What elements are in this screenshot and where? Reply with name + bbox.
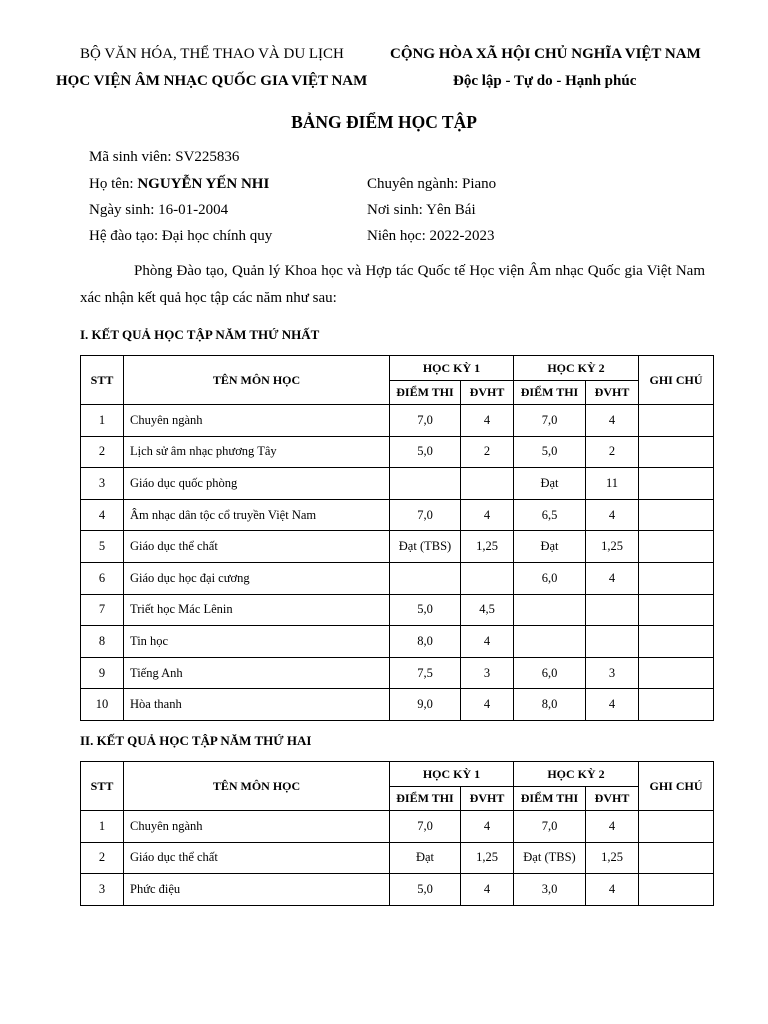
cell-subject-name: Triết học Mác Lênin bbox=[124, 594, 390, 626]
cell-note bbox=[639, 874, 714, 906]
cell-sem2-credits: 3 bbox=[586, 657, 639, 689]
cell-sem2-score: Đạt (TBS) bbox=[514, 842, 586, 874]
cell-sem2-score: 7,0 bbox=[514, 811, 586, 843]
cell-sem1-credits: 2 bbox=[461, 436, 514, 468]
table-row bbox=[81, 657, 714, 689]
table-row bbox=[81, 499, 714, 531]
cell-subject-name: Giáo dục quốc phòng bbox=[124, 468, 390, 500]
cell-sem1-credits: 4 bbox=[461, 626, 514, 658]
cell-sem1-credits: 3 bbox=[461, 657, 514, 689]
cell-sem2-credits: 4 bbox=[586, 405, 639, 437]
national-motto: Độc lập - Tự do - Hạnh phúc bbox=[453, 73, 637, 89]
student-year-value: 2022-2023 bbox=[429, 228, 495, 244]
cell-sem1-credits: 4 bbox=[461, 874, 514, 906]
cell-subject-name: Hòa thanh bbox=[124, 689, 390, 721]
cell-sem1-credits: 1,25 bbox=[461, 842, 514, 874]
cell-stt: 5 bbox=[81, 531, 124, 563]
cell-note bbox=[639, 405, 714, 437]
cell-subject-name: Chuyên ngành bbox=[124, 405, 390, 437]
cell-sem1-credits: 1,25 bbox=[461, 531, 514, 563]
cell-note bbox=[639, 689, 714, 721]
column-header-sem2-score: ĐIỂM THI bbox=[514, 381, 586, 405]
table-row bbox=[81, 594, 714, 626]
table-row bbox=[81, 811, 714, 843]
cell-sem2-credits: 11 bbox=[586, 468, 639, 500]
cell-subject-name: Giáo dục học đại cương bbox=[124, 562, 390, 594]
student-birthplace-line bbox=[367, 202, 476, 219]
cell-note bbox=[639, 468, 714, 500]
cell-sem1-credits: 4 bbox=[461, 499, 514, 531]
cell-sem2-credits: 2 bbox=[586, 436, 639, 468]
student-birthplace-label: Nơi sinh: bbox=[367, 202, 427, 218]
column-header-sem1-score: ĐIỂM THI bbox=[390, 787, 461, 811]
student-major-line bbox=[367, 176, 496, 193]
cell-stt: 4 bbox=[81, 499, 124, 531]
column-header-sem2-credits: ĐVHT bbox=[586, 381, 639, 405]
student-year-label: Niên học: bbox=[367, 228, 430, 244]
cell-sem2-score: 6,0 bbox=[514, 657, 586, 689]
column-header-semester2: HỌC KỲ 2 bbox=[514, 356, 639, 381]
cell-sem1-credits: 4,5 bbox=[461, 594, 514, 626]
cell-sem2-credits: 4 bbox=[586, 499, 639, 531]
cell-sem2-credits: 4 bbox=[586, 689, 639, 721]
cell-sem2-score: 7,0 bbox=[514, 405, 586, 437]
cell-sem2-credits: 4 bbox=[586, 562, 639, 594]
student-major-label: Chuyên ngành: bbox=[367, 176, 462, 192]
cell-note bbox=[639, 562, 714, 594]
column-header-subject: TÊN MÔN HỌC bbox=[124, 356, 390, 405]
cell-stt: 9 bbox=[81, 657, 124, 689]
cell-sem2-credits: 1,25 bbox=[586, 531, 639, 563]
student-name-line bbox=[89, 176, 269, 193]
cell-sem1-score: 7,5 bbox=[390, 657, 461, 689]
cell-note bbox=[639, 594, 714, 626]
cell-sem2-score: Đạt bbox=[514, 468, 586, 500]
table-row bbox=[81, 531, 714, 563]
cell-stt: 7 bbox=[81, 594, 124, 626]
cell-sem2-score bbox=[514, 594, 586, 626]
cell-sem2-score: 6,0 bbox=[514, 562, 586, 594]
cell-sem1-credits bbox=[461, 468, 514, 500]
table-row bbox=[81, 689, 714, 721]
table-row bbox=[81, 468, 714, 500]
cell-sem2-score: 6,5 bbox=[514, 499, 586, 531]
cell-subject-name: Giáo dục thể chất bbox=[124, 531, 390, 563]
institute-name: HỌC VIỆN ÂM NHẠC QUỐC GIA VIỆT NAM bbox=[56, 73, 368, 89]
cell-sem2-credits: 4 bbox=[586, 874, 639, 906]
cell-subject-name: Lịch sử âm nhạc phương Tây bbox=[124, 436, 390, 468]
cell-stt: 1 bbox=[81, 405, 124, 437]
cell-stt: 3 bbox=[81, 468, 124, 500]
cell-note bbox=[639, 842, 714, 874]
cell-sem2-score: 5,0 bbox=[514, 436, 586, 468]
student-dob-label: Ngày sinh: bbox=[89, 202, 159, 218]
column-header-sem1-score: ĐIỂM THI bbox=[390, 381, 461, 405]
cell-stt: 3 bbox=[81, 874, 124, 906]
column-header-semester2: HỌC KỲ 2 bbox=[514, 762, 639, 787]
cell-stt: 8 bbox=[81, 626, 124, 658]
student-training-label: Hệ đào tạo: bbox=[89, 228, 162, 244]
cell-subject-name: Tin học bbox=[124, 626, 390, 658]
cell-subject-name: Âm nhạc dân tộc cổ truyền Việt Nam bbox=[124, 499, 390, 531]
cell-sem1-credits: 4 bbox=[461, 689, 514, 721]
student-training-value: Đại học chính quy bbox=[161, 228, 273, 244]
table-row bbox=[81, 436, 714, 468]
cell-stt: 2 bbox=[81, 842, 124, 874]
student-year-line bbox=[367, 228, 494, 245]
column-header-stt: STT bbox=[81, 762, 124, 811]
cell-sem1-credits bbox=[461, 562, 514, 594]
cell-sem1-score: 5,0 bbox=[390, 874, 461, 906]
republic-name: CỘNG HÒA XÃ HỘI CHỦ NGHĨA VIỆT NAM bbox=[390, 46, 701, 62]
year2-heading: II. KẾT QUẢ HỌC TẬP NĂM THỨ HAI bbox=[80, 733, 312, 748]
student-name-label: Họ tên: bbox=[89, 176, 138, 192]
cell-note bbox=[639, 657, 714, 689]
student-name-value: NGUYỄN YẾN NHI bbox=[137, 176, 270, 192]
column-header-semester1: HỌC KỲ 1 bbox=[390, 356, 514, 381]
table-row bbox=[81, 562, 714, 594]
cell-subject-name: Chuyên ngành bbox=[124, 811, 390, 843]
document-title: BẢNG ĐIỂM HỌC TẬP bbox=[291, 112, 477, 132]
cell-note bbox=[639, 811, 714, 843]
table-row bbox=[81, 842, 714, 874]
table-row bbox=[81, 405, 714, 437]
cell-sem2-credits bbox=[586, 594, 639, 626]
cell-sem2-score: 3,0 bbox=[514, 874, 586, 906]
cell-sem2-score: Đạt bbox=[514, 531, 586, 563]
student-birthplace-value: Yên Bái bbox=[426, 202, 476, 218]
table-row bbox=[81, 874, 714, 906]
cell-subject-name: Phức điệu bbox=[124, 874, 390, 906]
column-header-note: GHI CHÚ bbox=[639, 762, 714, 811]
cell-sem1-score: Đạt bbox=[390, 842, 461, 874]
column-header-note: GHI CHÚ bbox=[639, 356, 714, 405]
column-header-sem1-credits: ĐVHT bbox=[461, 381, 514, 405]
student-id-label: Mã sinh viên: bbox=[89, 149, 176, 165]
column-header-sem2-credits: ĐVHT bbox=[586, 787, 639, 811]
cell-note bbox=[639, 531, 714, 563]
cell-sem2-score: 8,0 bbox=[514, 689, 586, 721]
student-id-value: SV225836 bbox=[175, 149, 240, 165]
cell-sem1-score bbox=[390, 468, 461, 500]
student-major-value: Piano bbox=[462, 176, 497, 192]
cell-stt: 6 bbox=[81, 562, 124, 594]
cell-note bbox=[639, 436, 714, 468]
student-dob-line bbox=[89, 202, 228, 219]
cell-note bbox=[639, 626, 714, 658]
cell-stt: 2 bbox=[81, 436, 124, 468]
cell-sem2-credits: 4 bbox=[586, 811, 639, 843]
column-header-sem2-score: ĐIỂM THI bbox=[514, 787, 586, 811]
column-header-semester1: HỌC KỲ 1 bbox=[390, 762, 514, 787]
column-header-subject: TÊN MÔN HỌC bbox=[124, 762, 390, 811]
cell-sem1-score: 5,0 bbox=[390, 436, 461, 468]
cell-sem1-score: 9,0 bbox=[390, 689, 461, 721]
cell-sem1-score: 7,0 bbox=[390, 499, 461, 531]
year1-grade-table bbox=[80, 355, 714, 721]
cell-sem2-credits: 1,25 bbox=[586, 842, 639, 874]
cell-note bbox=[639, 499, 714, 531]
cell-sem1-score bbox=[390, 562, 461, 594]
intro-paragraph: Phòng Đào tạo, Quản lý Khoa học và Hợp tác Quốc tế Học viện Âm nhạc Quốc gia Việt Nam xác nhận kết quả học tập các năm như sau: bbox=[80, 263, 705, 306]
cell-subject-name: Tiếng Anh bbox=[124, 657, 390, 689]
cell-sem1-credits: 4 bbox=[461, 405, 514, 437]
cell-sem1-score: 5,0 bbox=[390, 594, 461, 626]
cell-sem2-credits bbox=[586, 626, 639, 658]
year2-grade-table bbox=[80, 761, 714, 906]
student-dob-value: 16-01-2004 bbox=[158, 202, 229, 218]
cell-subject-name: Giáo dục thể chất bbox=[124, 842, 390, 874]
cell-sem1-score: Đạt (TBS) bbox=[390, 531, 461, 563]
cell-sem1-score: 7,0 bbox=[390, 405, 461, 437]
column-header-sem1-credits: ĐVHT bbox=[461, 787, 514, 811]
cell-stt: 10 bbox=[81, 689, 124, 721]
cell-stt: 1 bbox=[81, 811, 124, 843]
cell-sem1-score: 7,0 bbox=[390, 811, 461, 843]
ministry-name: BỘ VĂN HÓA, THỂ THAO VÀ DU LỊCH bbox=[80, 46, 344, 62]
table-row bbox=[81, 626, 714, 658]
column-header-stt: STT bbox=[81, 356, 124, 405]
student-id-line bbox=[89, 149, 239, 166]
cell-sem1-score: 8,0 bbox=[390, 626, 461, 658]
student-training-line bbox=[89, 228, 272, 245]
cell-sem2-score bbox=[514, 626, 586, 658]
year1-heading: I. KẾT QUẢ HỌC TẬP NĂM THỨ NHẤT bbox=[80, 327, 320, 342]
cell-sem1-credits: 4 bbox=[461, 811, 514, 843]
